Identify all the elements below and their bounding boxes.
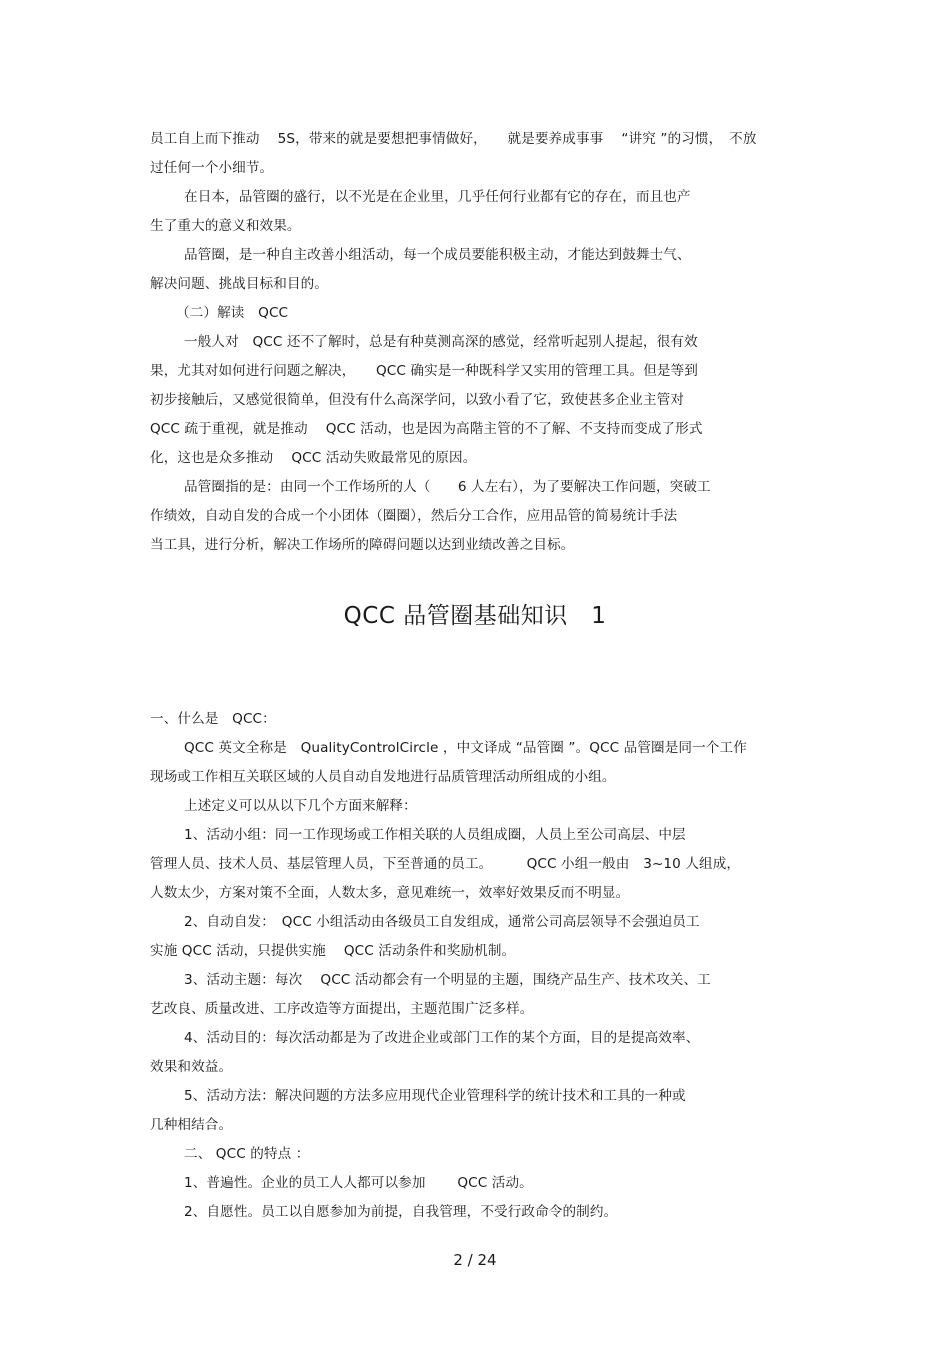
- list-item: 1、普遍性。企业的员工人人都可以参加 QCC 活动。: [184, 1175, 533, 1191]
- list-item: 4、活动目的：每次活动都是为了改进企业或部门工作的某个方面，目的是提高效率、: [184, 1030, 700, 1046]
- text-line: 当工具，进行分析，解决工作场所的障碍问题以达到业绩改善之目标。: [150, 537, 575, 553]
- section-heading: 二、 QCC 的特点 ：: [184, 1146, 310, 1162]
- page-number: 2 / 24: [453, 1251, 497, 1269]
- text-line: 一般人对 QCC 还不了解时，总是有种莫测高深的感觉，经常听起别人提起，很有效: [184, 334, 698, 350]
- text-line: 作绩效，自动自发的合成一个小团体（圈圈），然后分工合作，应用品管的简易统计手法: [150, 508, 678, 524]
- text-line: 过任何一个小细节。: [150, 160, 274, 176]
- text-line: 上述定义可以从以下几个方面来解释：: [184, 798, 417, 814]
- text-line: 在日本，品管圈的盛行，以不光是在企业里，几乎任何行业都有它的存在，而且也产: [184, 189, 691, 205]
- text-line: 现场或工作相互关联区域的人员自动自发地进行品质管理活动所组成的小组。: [150, 769, 616, 785]
- section-title: QCC 品管圈基础知识 1: [343, 603, 607, 629]
- text-line: 生了重大的意义和效果。: [150, 218, 301, 234]
- text-line: 艺改良、质量改进、工序改造等方面提出，主题范围广泛多样。: [150, 1001, 534, 1017]
- text-line: 管理人员、技术人员、基层管理人员，下至普通的员工。 QCC 小组一般由 3~10 人组成，: [150, 856, 741, 872]
- text-line: 实施 QCC 活动，只提供实施 QCC 活动条件和奖励机制。: [150, 943, 516, 959]
- list-item: 1、活动小组：同一工作现场或工作相关联的人员组成圈，人员上至公司高层、中层: [184, 827, 686, 843]
- text-line: 人数太少，方案对策不全面，人数太多，意见难统一，效率好效果反而不明显。: [150, 885, 630, 901]
- list-item: 2、自动自发： QCC 小组活动由各级员工自发组成，通常公司高层领导不会强迫员工: [184, 914, 700, 930]
- subsection-heading: （二）解读 QCC: [176, 305, 289, 321]
- list-item: 5、活动方法：解决问题的方法多应用现代企业管理科学的统计技术和工具的一种或: [184, 1088, 686, 1104]
- text-line: 效果和效益。: [150, 1059, 233, 1075]
- text-line: 品管圈指的是：由同一个工作场所的人（ 6 人左右），为了要解决工作问题，突破工: [184, 479, 711, 495]
- section-heading: 一、什么是 QCC：: [150, 711, 276, 727]
- text-line: 员工自上而下推动 5S，带来的就是要想把事情做好， 就是要养成事事 “讲究 ”的习惯， 不放: [150, 131, 757, 147]
- text-line: QCC 英文全称是 QualityControlCircle ，中文译成 “品管圈 ”。QCC 品管圈是同一个工作: [184, 740, 747, 756]
- text-line: 品管圈，是一种自主改善小组活动，每一个成员要能积极主动，才能达到鼓舞士气、: [184, 247, 691, 263]
- list-item: 2、自愿性。员工以自愿参加为前提，自我管理，不受行政命令的制约。: [184, 1204, 618, 1220]
- list-item: 3、活动主题：每次 QCC 活动都会有一个明显的主题，围绕产品生产、技术攻关、工: [184, 972, 711, 988]
- text-line: 果，尤其对如何进行问题之解决， QCC 确实是一种既科学又实用的管理工具。但是等到: [150, 363, 698, 379]
- text-line: 初步接触后，又感觉很简单，但没有什么高深学问，以致小看了它，致使甚多企业主管对: [150, 392, 685, 408]
- text-line: QCC 疏于重视，就是推动 QCC 活动，也是因为高階主管的不了解、不支持而变成了形式: [150, 421, 703, 437]
- text-line: 化，这也是众多推动 QCC 活动失败最常见的原因。: [150, 450, 477, 466]
- text-line: 几种相结合。: [150, 1117, 233, 1133]
- text-line: 解决问题、挑战目标和目的。: [150, 276, 329, 292]
